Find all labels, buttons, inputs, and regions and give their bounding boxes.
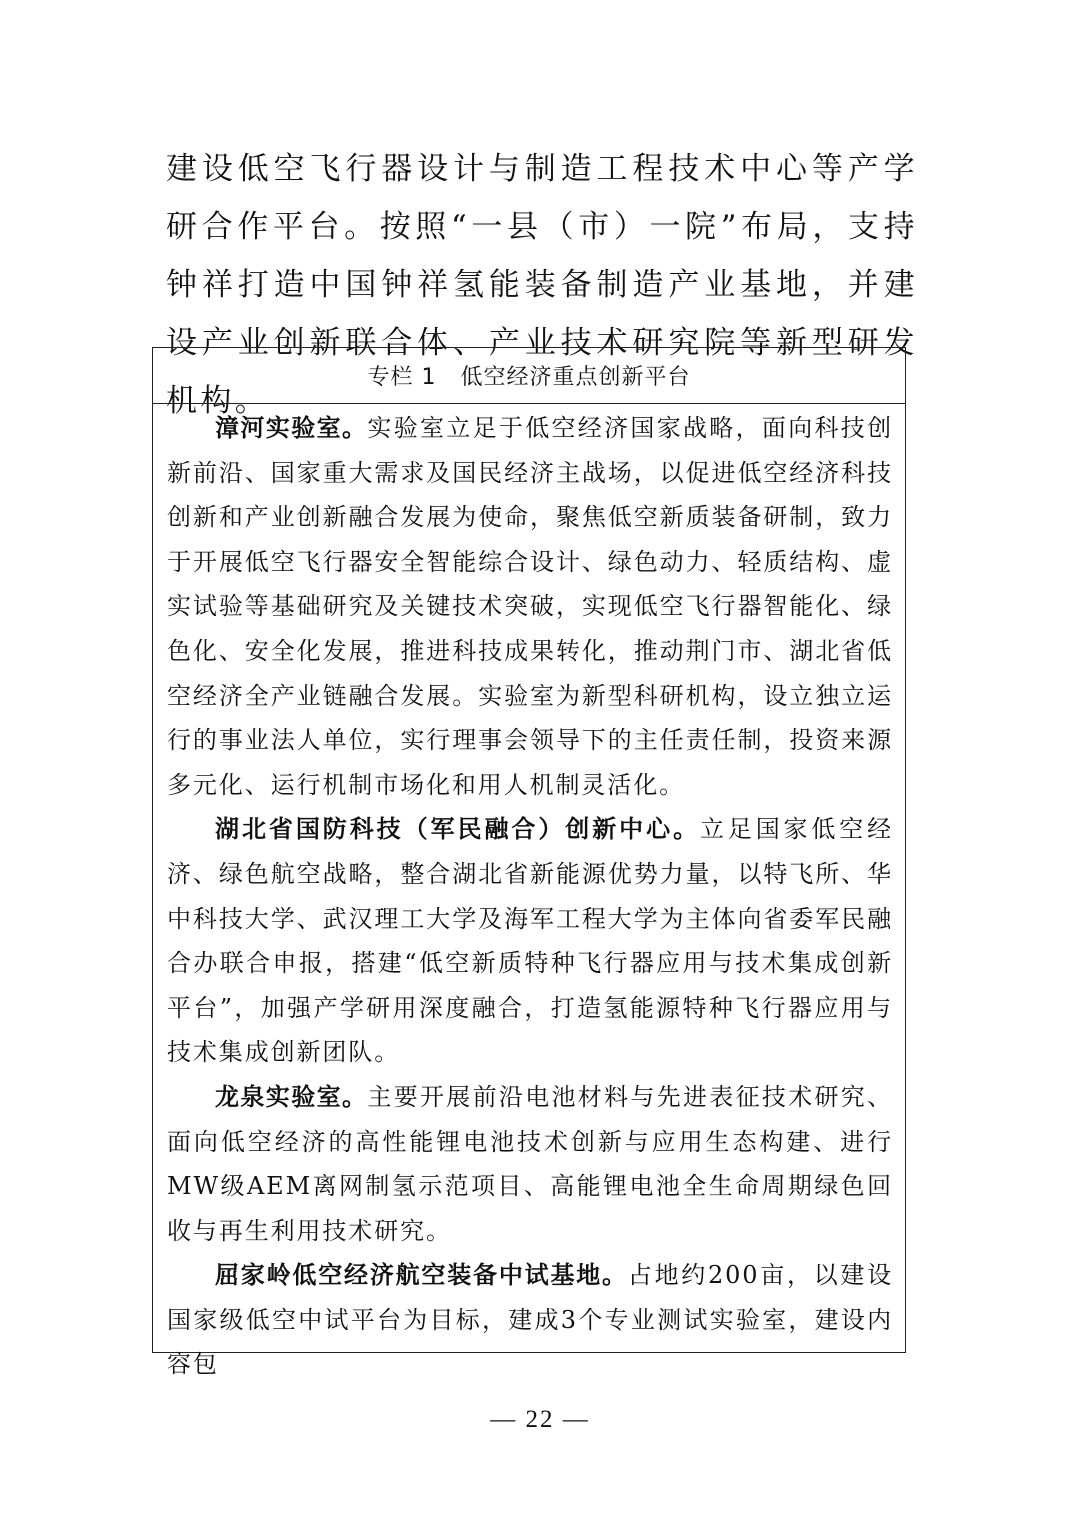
entry-qujialing-pilot-base bbox=[167, 1253, 893, 1387]
entry-defense-innovation-center bbox=[167, 807, 893, 1075]
page-number: — 22 — bbox=[490, 1406, 590, 1433]
entry-zhanghe-lab bbox=[167, 406, 893, 807]
column-box bbox=[152, 347, 906, 1379]
entry-name: 湖北省国防科技（军民融合）创新中心。 bbox=[215, 815, 701, 844]
column-body bbox=[153, 404, 905, 1387]
column-label: 专栏 1 bbox=[367, 365, 437, 390]
intro-paragraph: 建设低空飞行器设计与制造工程技术中心等产学研合作平台。按照“一县（市）一院”布局，支持钟祥打造中国钟祥氢能装备制造产业基地，并建设产业创新联合体、产业技术研究院等新型研发机构。 bbox=[166, 151, 918, 419]
entry-name: 龙泉实验室。 bbox=[215, 1082, 368, 1111]
entry-name: 屈家岭低空经济航空装备中试基地。 bbox=[215, 1261, 628, 1290]
entry-text: 占地约200亩，以建设国家级低空中试平台为目标，建成3个专业测试实验室，建设内容包 bbox=[167, 1261, 893, 1379]
column-heading: 低空经济重点创新平台 bbox=[460, 365, 691, 390]
entry-text: 立足国家低空经济、绿色航空战略，整合湖北省新能源优势力量，以特飞所、华中科技大学、武汉理工大学及海军工程大学为主体向省委军民融合办联合申报，搭建“低空新质特种飞行器应用与技术集成创新平台”，加强产学研用深度融合，打造氢能源特种飞行器应用与技术集成创新团队。 bbox=[167, 815, 893, 1067]
entry-name: 漳河实验室。 bbox=[215, 414, 368, 442]
entry-text: 实验室立足于低空经济国家战略，面向科技创新前沿、国家重大需求及国民经济主战场，以促进低空经济科技创新和产业创新融合发展为使命，聚焦低空新质装备研制，致力于开展低空飞行器安全智能综合设计、绿色动力、轻质结构、虚实试验等基础研究及关键技术突破，实现低空飞行器智能化、绿色化、安全化发展，推进科技成果转化，推动荆门市、湖北省低空经济全产业链融合发展。实验室为新型科研机构，设立独立运行的事业法人单位，实行理事会领导下的主任责任制，投资来源多元化、运行机制市场化和用人机制灵活化。 bbox=[167, 414, 894, 799]
entry-longquan-lab bbox=[167, 1075, 893, 1253]
entry-text: 主要开展前沿电池材料与先进表征技术研究、面向低空经济的高性能锂电池技术创新与应用生态构建、进行MW级AEM离网制氢示范项目、高能锂电池全生命周期绿色回收与再生利用技术研究。 bbox=[167, 1082, 894, 1245]
column-title bbox=[153, 348, 905, 404]
